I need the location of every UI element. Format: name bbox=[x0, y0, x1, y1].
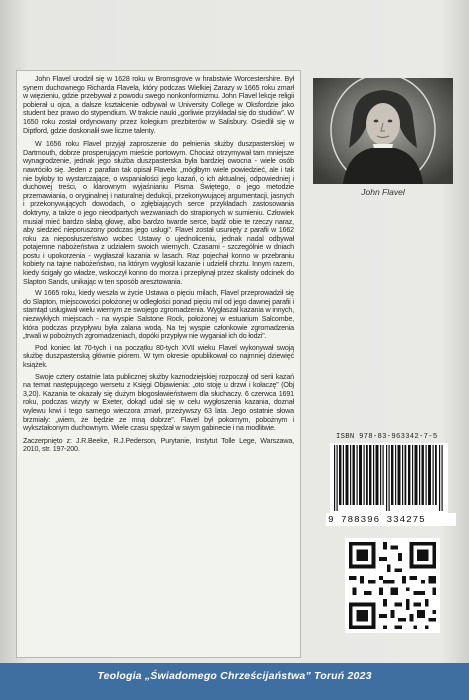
footer-title: Teologia „Świadomego Chrześcijaństwa” Toruń 2023 bbox=[97, 670, 372, 682]
barcode-image bbox=[330, 443, 448, 523]
paragraph-2: W 1656 roku Flavel przyjął zaproszenie do pełnienia służby duszpasterskiej w Dartmouth, dobrze prosperującym mieście portowym. Chociaż otrzymywał tam mniejsze wynagrodzenie, jednak jego służba duszpasterska była bardziej owocna - wiele osób nawróciło się. Jeden z parafian tak opisał Flavela: „mógłbym wiele powiedzieć, ale i tak nie byłoby to wystarczające, o wspaniałości jego kazań, o ich aktualnej, odpowiedniej i duchowej treści, o klarownym wyjaśnianiu Pisma Świętego, o jego metodzie przemawiania, o oryginalnej i naturalnej dedukcji, przekonywującej argumentacji, jasnych i przekonywujących dowodach, o zgłębiających serce przykładach zastosowania doktryny, a także o jego nieodpartych wezwaniach do strapionych w sumieniu. Człowiek musiał mieć bardzo słabą głowę, albo bardzo twarde serce, bądź obie te rzeczy naraz, aby siedzieć nieporuszony podczas jego usługi”. Flavel został usunięty z parafii w 1662 roku za nieposłuszeństwo wobec Ustawy o ujednoliceniu, jednak nadal odbywał potajemne nabożeństwa z udziałem swoich wiernych. Czasami - szczególnie w dniach postu i upokorzenia - wygłaszał kazania w lasach. Raz pojechał konno w przebraniu kobiety na tajne nabożeństwo, na którym wygłosił kazanie i udzielił chrztu. Innym razem, kiedy ścigały go władze, wskoczył konno do morza i przepłynął przez skalisty odcinek do Slapton Sands, unikając w ten sposób aresztowania. bbox=[23, 140, 294, 286]
isbn-digits: 9 788396 334275 bbox=[326, 513, 456, 526]
paragraph-5: Swoje cztery ostatnie lata publicznej służby kaznodziejskiej rozpoczął od serii kazań na temat następującego wersetu z Księgi Objawienia: „oto stoję u drzwi i kołaczę” (Obj 3,20). Kazania te okazały się dużym błogosławieństwem dla słuchaczy. 6 czerwca 1691 roku, podczas wizyty w Exeter, dokąd udał się w celu wygłoszenia kazania, doznał wylewu krwi i tego samego wieczora zmarł, przeżywszy 63 lata. Jego ostatnie słowa brzmiały: „wiem, że będzie ze mną dobrze”. Flavel był pokornym, pobożnym i wykształconym duchownym. Wiele czasu spędzał w swym gabinecie i na modlitwie. bbox=[23, 372, 294, 433]
qr-code bbox=[345, 538, 440, 633]
isbn-label: ISBN 978-83-963342-7-5 bbox=[336, 433, 438, 441]
source-note: Zaczerpnięto z: J.R.Beeke, R.J.Pederson, Purytanie, Instytut Tolle Lege, Warszawa, 2010, str. 197-200. bbox=[23, 436, 294, 454]
biography-text-box bbox=[16, 70, 301, 658]
portrait-image bbox=[313, 78, 453, 184]
portrait-caption: John Flavel bbox=[361, 187, 405, 197]
paragraph-3: W 1665 roku, kiedy weszła w życie Ustawa o pięciu milach, Flavel przeprowadził się do Slapton, miejscowości położonej w odległości ponad pięciu mil od jego dawnej parafii i stamtąd usługiwał wielu wiernym ze swojego zgromadzenia. Wygłaszał kazania w innych, niezwykłych miejscach - na wyspie Salstone Rock, położonej w estuarium Salcombe, która podczas przypływu była zalana wodą. Na tej wyspie członkowie zgromadzenia „trwali w pobożnych zgromadzeniach, dopóki przypływ nie wyganiał ich do łodzi”. bbox=[23, 289, 294, 341]
paragraph-4: Pod koniec lat 70-tych i na początku 80-tych XVII wieku Flavel wykonywał swoją służbę duszpasterską głównie piórem. W tym okresie opublikował co najmniej dziewięć książek. bbox=[23, 343, 294, 369]
paragraph-1: John Flavel urodził się w 1628 roku w Bromsgrove w hrabstwie Worcestershire. Był synem duchownego Richarda Flavela, który podczas Wielkiej Zarazy w 1665 roku zmarł w więzieniu, gdzie przebywał z powodu swego nonkonformizmu. John Flavel lekcje religii pobierał u ojca, a dalsze kształcenie odbywał w University College w Oksfordzie jako student bez prawo do stypendium. W trakcie nauki „gorliwie przykładał się do studiów”. W 1650 roku został ordynowany przez kolegium prezbiterów w Salisbury. Osiedlił się w Diptford, gdzie doskonalił swe liczne talenty. bbox=[23, 75, 294, 135]
